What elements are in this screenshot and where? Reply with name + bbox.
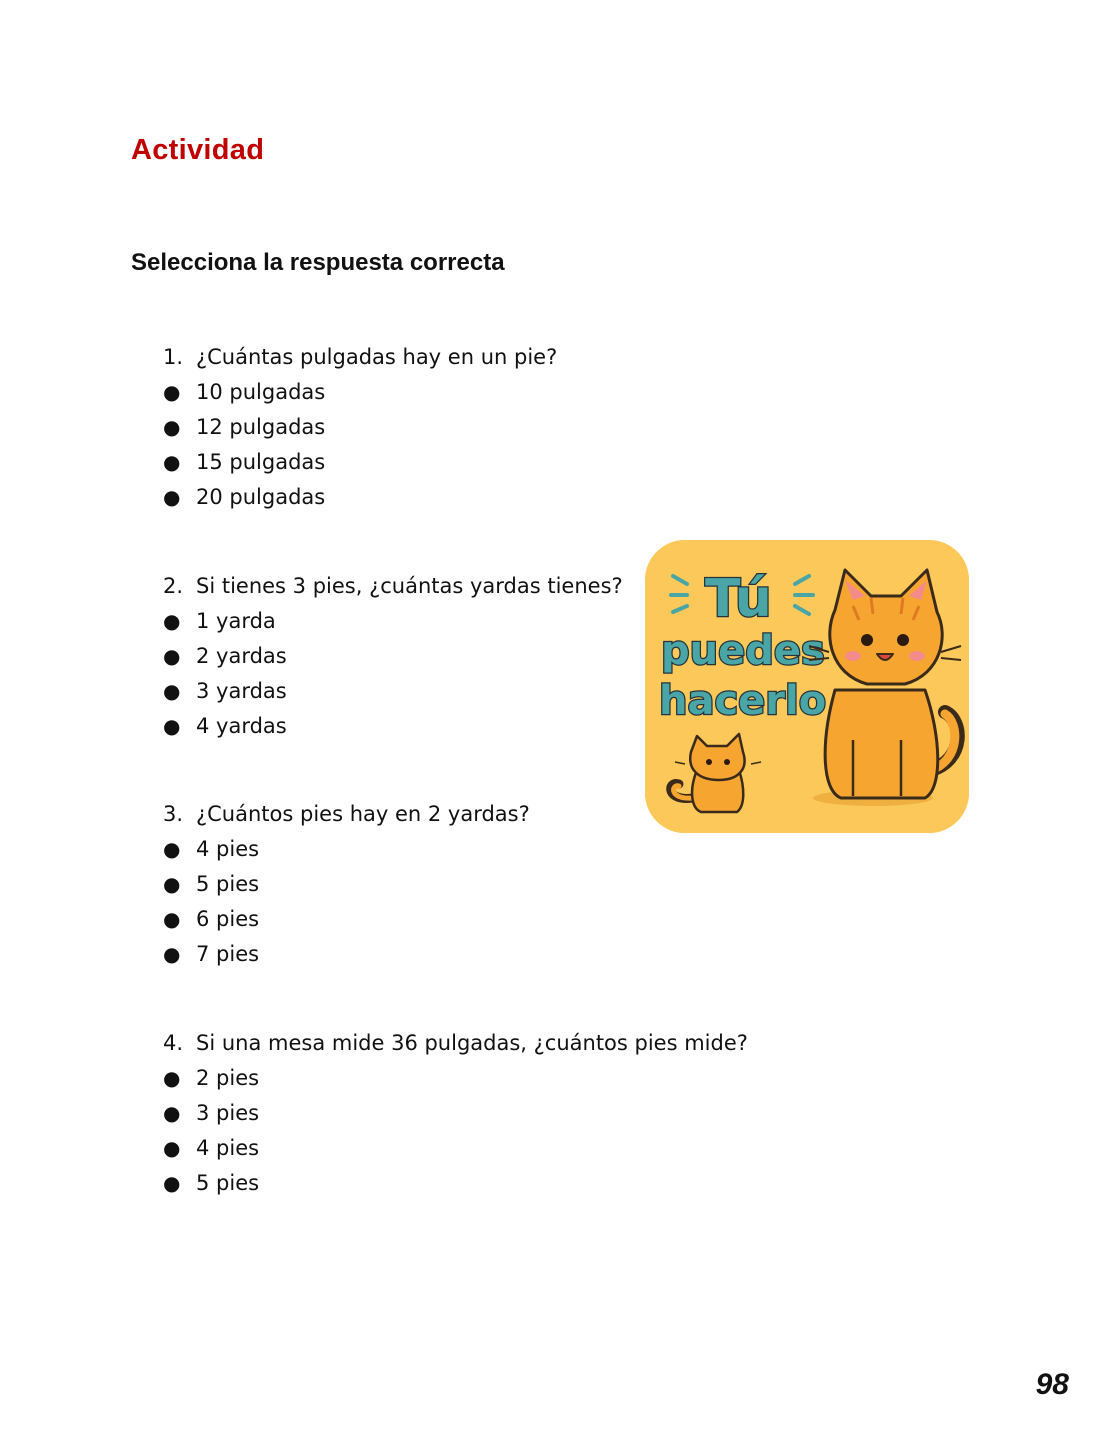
answer-option[interactable]	[163, 832, 530, 867]
question-1	[163, 340, 557, 515]
sticker-text-2: puedes	[661, 628, 825, 674]
answer-option[interactable]	[163, 604, 623, 639]
option-label: 12 pulgadas	[196, 415, 326, 439]
bullet-icon: ●	[163, 644, 181, 668]
bullet-icon: ●	[163, 1171, 181, 1195]
option-label: 4 yardas	[196, 714, 287, 738]
option-label: 4 pies	[196, 1136, 260, 1160]
answer-option[interactable]	[163, 674, 623, 709]
option-label: 10 pulgadas	[196, 380, 326, 404]
bullet-icon: ●	[163, 1066, 181, 1090]
question-number: 1.	[163, 345, 184, 369]
option-label: 2 pies	[196, 1066, 260, 1090]
option-label: 1 yarda	[196, 609, 276, 633]
option-label: 3 pies	[196, 1101, 260, 1125]
bullet-icon: ●	[163, 837, 181, 861]
bullet-icon: ●	[163, 380, 181, 404]
bullet-icon: ●	[163, 1101, 181, 1125]
question-3	[163, 797, 530, 972]
answer-option[interactable]	[163, 709, 623, 744]
answer-option[interactable]	[163, 1061, 748, 1096]
question-text: ¿Cuántas pulgadas hay en un pie?	[196, 345, 558, 369]
bullet-icon: ●	[163, 942, 181, 966]
answer-option[interactable]	[163, 867, 530, 902]
question-2	[163, 569, 623, 744]
answer-option[interactable]	[163, 1131, 748, 1166]
question-number: 2.	[163, 574, 184, 598]
option-label: 3 yardas	[196, 679, 287, 703]
option-label: 15 pulgadas	[196, 450, 326, 474]
bullet-icon: ●	[163, 679, 181, 703]
answer-option[interactable]	[163, 410, 557, 445]
bullet-icon: ●	[163, 609, 181, 633]
option-label: 5 pies	[196, 1171, 260, 1195]
answer-option[interactable]	[163, 480, 557, 515]
question-text: ¿Cuántos pies hay en 2 yardas?	[196, 802, 530, 826]
answer-option[interactable]	[163, 1166, 748, 1201]
bullet-icon: ●	[163, 485, 181, 509]
question-text: Si tienes 3 pies, ¿cuántas yardas tienes?	[196, 574, 623, 598]
option-label: 6 pies	[196, 907, 260, 931]
option-label: 5 pies	[196, 872, 260, 896]
question-4	[163, 1026, 748, 1201]
sticker-text-1: Tú	[705, 569, 772, 629]
answer-option[interactable]	[163, 1096, 748, 1131]
answer-option[interactable]	[163, 902, 530, 937]
option-label: 7 pies	[196, 942, 260, 966]
sticker-text-3: hacerlo	[659, 678, 827, 724]
option-label: 2 yardas	[196, 644, 287, 668]
answer-option[interactable]	[163, 445, 557, 480]
instruction-heading: Selecciona la respuesta correcta	[131, 249, 505, 276]
question-number: 3.	[163, 802, 184, 826]
bullet-icon: ●	[163, 872, 181, 896]
answer-option[interactable]	[163, 639, 623, 674]
page-number: 98	[1035, 1368, 1069, 1401]
option-label: 20 pulgadas	[196, 485, 326, 509]
bullet-icon: ●	[163, 907, 181, 931]
question-text: Si una mesa mide 36 pulgadas, ¿cuántos pies mide?	[196, 1031, 748, 1055]
bullet-icon: ●	[163, 450, 181, 474]
answer-option[interactable]	[163, 375, 557, 410]
activity-title: Actividad	[131, 134, 265, 166]
bullet-icon: ●	[163, 415, 181, 439]
answer-option[interactable]	[163, 937, 530, 972]
question-number: 4.	[163, 1031, 184, 1055]
bullet-icon: ●	[163, 1136, 181, 1160]
motivational-sticker	[645, 540, 969, 833]
option-label: 4 pies	[196, 837, 260, 861]
bullet-icon: ●	[163, 714, 181, 738]
